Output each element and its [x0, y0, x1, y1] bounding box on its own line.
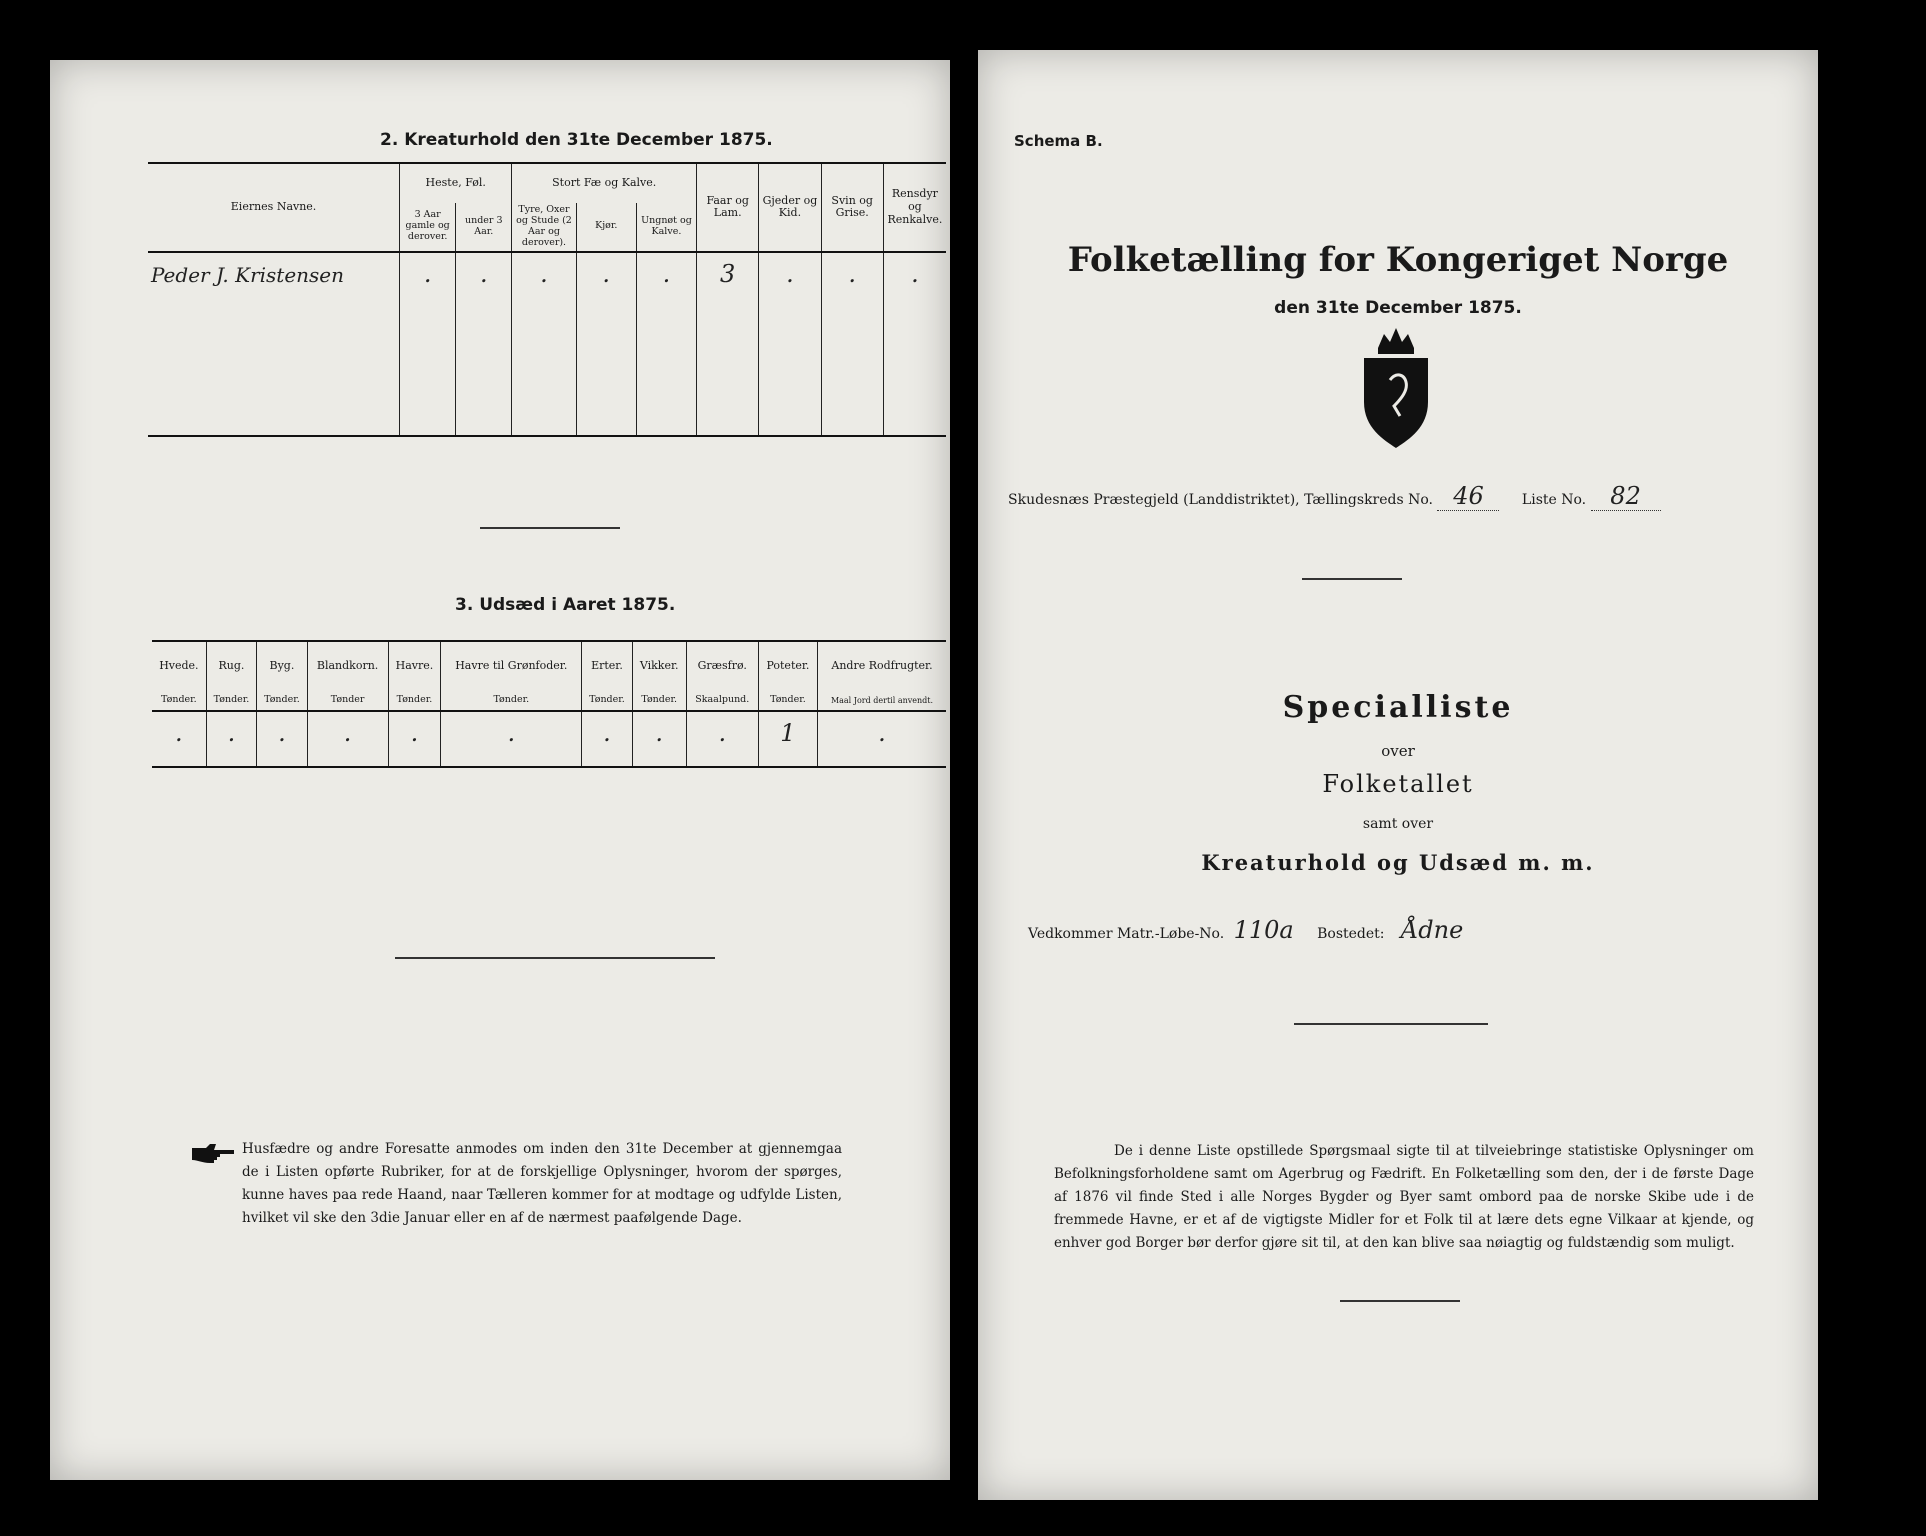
owner-name: Peder J. Kristensen — [148, 252, 400, 298]
cell: . — [821, 252, 883, 298]
district-label: Skudesnæs Præstegjeld (Landdistriktet), Tællingskreds No. — [1008, 492, 1434, 508]
explanation-paragraph: De i denne Liste opstillede Spørgsmaal sigte til at tilveiebringe statistiske Oplysninger om Befolkningsforholdene samt om Agerbrug og Fædrift. En Folketælling som den, der i de første Dage af 1876 vil finde Sted i alle Norges Bygder og Byer samt ombord paa de norske Skibe ude i de fremmede Havne, er et af de vigtigste Midler for et Folk til at lære dets egne Vilkaar at kjende, og enhver god Borger bør derfor gjøre sit til, at den kan blive saa nøiagtig og fuldstændig som muligt. — [1054, 1143, 1754, 1251]
seed-header: Erter. — [582, 641, 632, 691]
table-row — [152, 711, 946, 755]
samt-over-text: samt over — [1362, 816, 1434, 832]
pigs-header: Svin og Grise. — [821, 163, 883, 252]
divider — [1340, 1300, 1460, 1302]
seed-unit: Tønder. — [161, 694, 197, 706]
cattle-header: Stort Fæ og Kalve. — [512, 163, 697, 203]
section3-title: 3. Udsæd i Aaret 1875. — [455, 595, 676, 615]
section2-title: 2. Kreaturhold den 31te December 1875. — [380, 130, 773, 150]
cell: . — [818, 711, 947, 755]
cell: . — [388, 711, 441, 755]
cell: . — [883, 252, 946, 298]
seed-header: Rug. — [206, 641, 256, 691]
cell: . — [512, 252, 576, 298]
matr-line — [1028, 916, 1521, 944]
cell: . — [257, 711, 307, 755]
horses-header: Heste, Føl. — [400, 163, 512, 203]
cell: . — [206, 711, 256, 755]
divider — [1302, 578, 1402, 580]
notice-text: Husfædre og andre Foresatte anmodes om inden den 31te December at gjennemgaa de i Listen opførte Rubriker, for at de forskjellige Oplysninger, hvorom der spørges, kunne haves paa rede Haand, naar Tælleren kommer for at modtage og udfylde Listen, hvilket vil ske den 3die Januar eller en af de nærmest paafølgende Dage. — [242, 1141, 842, 1226]
list-number: 82 — [1591, 482, 1661, 511]
seed-header: Havre. — [388, 641, 441, 691]
cell: . — [632, 711, 686, 755]
horses-sub1: 3 Aar gamle og derover. — [400, 203, 456, 252]
horses-sub2: under 3 Aar. — [456, 203, 512, 252]
seed-unit: Tønder. — [441, 691, 582, 711]
specialliste-heading: Specialliste — [1282, 690, 1514, 725]
seed-unit: Tønder. — [632, 691, 686, 711]
divider — [1294, 1023, 1488, 1025]
over-text: over — [1381, 742, 1415, 760]
seed-unit: Tønder. — [257, 691, 307, 711]
matr-number: 110a — [1233, 916, 1294, 944]
seed-unit: Maal Jord dertil anvendt. — [818, 691, 947, 711]
cattle-sub1: Tyre, Oxer og Stude (2 Aar og derover). — [512, 203, 576, 252]
kreaturhold-heading: Kreaturhold og Udsæd m. m. — [1201, 850, 1595, 875]
bosted-label: Bostedet: — [1317, 926, 1385, 942]
table-row — [148, 252, 946, 298]
cell: . — [456, 252, 512, 298]
right-page — [978, 50, 1818, 1500]
left-page — [50, 60, 950, 1480]
seed-unit: Tønder. — [582, 691, 632, 711]
cattle-sub2: Kjør. — [576, 203, 636, 252]
schema-label: Schema B. — [1014, 132, 1103, 150]
seed-header: Byg. — [257, 641, 307, 691]
livestock-table — [148, 162, 946, 437]
cell: . — [441, 711, 582, 755]
seed-unit: Tønder. — [206, 691, 256, 711]
sheep-header: Faar og Lam. — [697, 163, 759, 252]
seed-header: Græsfrø. — [686, 641, 758, 691]
seed-unit: Skaalpund. — [686, 691, 758, 711]
cell: . — [400, 252, 456, 298]
seed-header: Blandkorn. — [307, 641, 388, 691]
cell: . — [582, 711, 632, 755]
list-label: Liste No. — [1521, 492, 1587, 508]
goats-header: Gjeder og Kid. — [759, 163, 821, 252]
district-number: 46 — [1437, 482, 1499, 511]
seed-header: Andre Rodfrugter. — [818, 641, 947, 691]
cell: 1 — [758, 711, 817, 755]
cell: . — [686, 711, 758, 755]
page-title: Folketælling for Kongeriget Norge — [1067, 240, 1729, 280]
divider — [395, 957, 715, 959]
owner-header: Eiernes Navne. — [148, 163, 400, 252]
seed-unit: Tønder. — [758, 691, 817, 711]
seed-unit: Tønder — [307, 691, 388, 711]
seed-header: Poteter. — [758, 641, 817, 691]
cell: . — [307, 711, 388, 755]
cell: . — [152, 711, 206, 755]
seed-header: Vikker. — [632, 641, 686, 691]
matr-label: Vedkommer Matr.-Løbe-No. — [1028, 926, 1225, 942]
cattle-sub3: Ungnøt og Kalve. — [636, 203, 696, 252]
bosted-value: Ådne — [1400, 916, 1464, 944]
reindeer-header: Rensdyr og Renkalve. — [883, 163, 946, 252]
cell: 3 — [697, 252, 759, 298]
seed-table — [152, 640, 946, 768]
pointing-hand-icon — [190, 1142, 236, 1172]
cell: . — [636, 252, 696, 298]
district-line — [1008, 482, 1661, 511]
cell: . — [759, 252, 821, 298]
seed-unit: Tønder. — [388, 691, 441, 711]
seed-header: Hvede. — [152, 641, 206, 691]
folketallet-heading: Folketallet — [1322, 770, 1474, 798]
date-line: den 31te December 1875. — [1274, 298, 1522, 318]
norwegian-coat-of-arms-icon — [1356, 322, 1436, 456]
cell: . — [576, 252, 636, 298]
divider — [480, 527, 620, 529]
seed-header: Havre til Grønfoder. — [441, 641, 582, 691]
